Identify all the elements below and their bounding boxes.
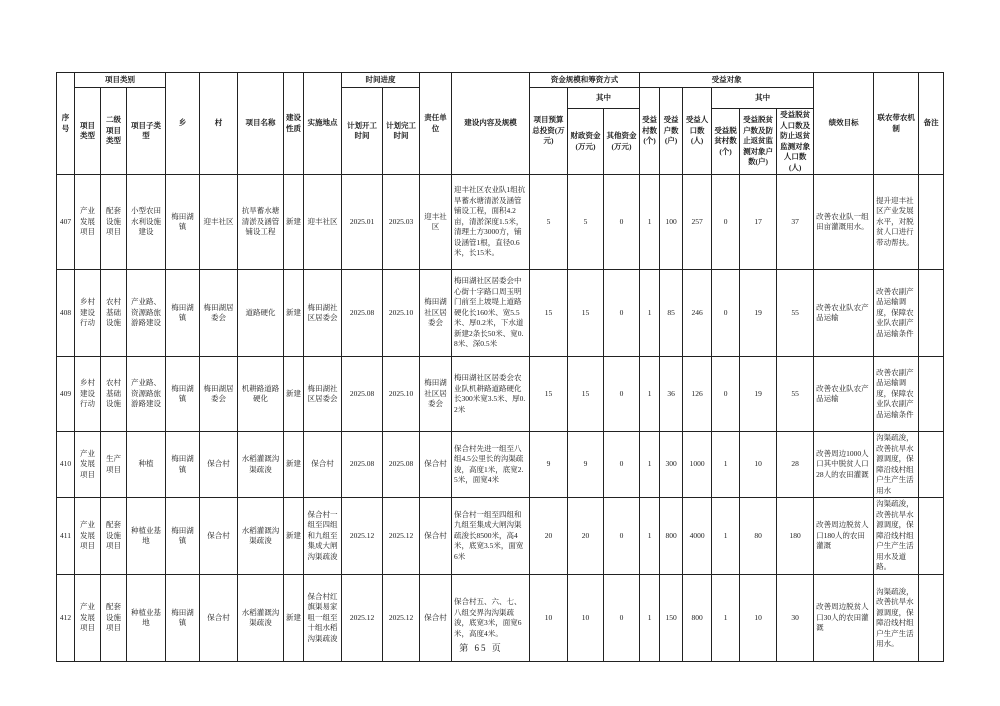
table-cell: 410 (57, 432, 75, 498)
table-cell: 800 (660, 498, 683, 575)
table-cell: 梅田湖居委会 (200, 357, 238, 432)
table-cell: 改善农副产品运输调度，保障农业队农副产品运输条件 (874, 357, 919, 432)
col-header-serial: 序号 (57, 73, 75, 175)
table-header (57, 73, 944, 175)
table-cell: 迎丰社区 (200, 175, 238, 270)
table-cell: 保合村 (420, 432, 452, 498)
table-cell: 产业发展项目 (75, 575, 101, 662)
table-cell: 保合村 (200, 575, 238, 662)
table-cell (919, 575, 944, 662)
table-cell: 85 (660, 270, 683, 357)
table-cell: 2025.12 (383, 498, 420, 575)
col-header-planned-finish: 计划完工时间 (383, 88, 420, 175)
table-cell: 梅田湖社区居委会 (304, 270, 342, 357)
table-cell: 19 (740, 357, 777, 432)
table-cell: 新建 (284, 575, 304, 662)
table-cell: 迎丰社区 (420, 175, 452, 270)
col-header-performance-goal: 绩效目标 (814, 73, 874, 175)
col-header-category-group: 项目类别 (75, 73, 166, 88)
table-cell: 产业路、资源路旅游路建设 (127, 270, 166, 357)
table-cell: 1 (640, 175, 660, 270)
col-header-benefit-households: 受益户数(户) (660, 88, 683, 175)
table-cell: 20 (530, 498, 568, 575)
table-cell (919, 357, 944, 432)
table-cell: 1 (640, 432, 660, 498)
table-cell: 种植业基地 (127, 498, 166, 575)
table-cell: 1000 (683, 432, 712, 498)
table-cell: 生产项目 (101, 432, 127, 498)
col-header-project-name: 项目名称 (238, 73, 284, 175)
table-cell: 保合村 (420, 575, 452, 662)
table-cell: 0 (604, 270, 640, 357)
table-cell: 1 (712, 432, 740, 498)
table-cell: 257 (683, 175, 712, 270)
table-cell: 迎丰社区 (304, 175, 342, 270)
table-cell: 55 (777, 357, 814, 432)
table-cell: 408 (57, 270, 75, 357)
table-cell: 2025.08 (342, 432, 383, 498)
table-cell: 新建 (284, 498, 304, 575)
table-cell: 配套设施项目 (101, 498, 127, 575)
col-header-other-funds: 其他资金(万元) (604, 109, 640, 175)
table-cell: 保合村一组至四组和九组至集成大闸沟渠疏浚 (304, 498, 342, 575)
col-header-funding-subgroup: 其中 (568, 88, 640, 109)
table-cell: 10 (568, 575, 604, 662)
table-cell: 0 (604, 498, 640, 575)
table-cell: 15 (568, 357, 604, 432)
table-cell: 15 (530, 270, 568, 357)
table-cell: 保合村 (200, 432, 238, 498)
table-cell (919, 175, 944, 270)
table-cell: 新建 (284, 270, 304, 357)
col-header-planned-start: 计划开工时间 (342, 88, 383, 175)
table-cell: 沟渠疏浚，改善抗旱水源调度，保障沿线村组户生产生活用水。 (874, 575, 919, 662)
table-cell: 水稻灌溉沟渠疏浚 (238, 575, 284, 662)
table-cell: 5 (530, 175, 568, 270)
table-cell: 机耕路道路硬化 (238, 357, 284, 432)
table-body (57, 175, 944, 662)
table-cell: 2025.08 (342, 270, 383, 357)
table-cell: 新建 (284, 357, 304, 432)
table-cell: 改善农业队农产品运输 (814, 270, 874, 357)
table-cell: 20 (568, 498, 604, 575)
table-cell: 乡村建设行动 (75, 270, 101, 357)
project-table (56, 72, 944, 662)
table-cell: 100 (660, 175, 683, 270)
table-cell: 4000 (683, 498, 712, 575)
table-cell: 300 (660, 432, 683, 498)
col-header-schedule-group: 时间进度 (342, 73, 420, 88)
table-cell: 梅田湖镇 (166, 357, 200, 432)
table-cell: 种植业基地 (127, 575, 166, 662)
table-cell: 1 (640, 357, 660, 432)
table-cell: 412 (57, 575, 75, 662)
table-cell: 55 (777, 270, 814, 357)
table-cell: 沟渠疏浚，改善抗旱水源调度，保障沿线村组户生产生活用水及道路。 (874, 498, 919, 575)
table-cell: 新建 (284, 432, 304, 498)
table-cell (919, 432, 944, 498)
table-cell: 梅田湖镇 (166, 498, 200, 575)
table-cell: 种植 (127, 432, 166, 498)
table-cell: 道路硬化 (238, 270, 284, 357)
table-cell: 改善周边1000人口其中脱贫人口28人的农田灌溉 (814, 432, 874, 498)
table-cell: 改善农业队农产品运输 (814, 357, 874, 432)
table-cell: 37 (777, 175, 814, 270)
table-cell: 配套设施项目 (101, 575, 127, 662)
table-cell: 10 (740, 432, 777, 498)
table-cell: 2025.10 (383, 357, 420, 432)
table-cell: 0 (712, 357, 740, 432)
col-header-beneficiary-group: 受益对象 (640, 73, 814, 88)
table-cell: 10 (530, 575, 568, 662)
col-header-funding-group: 资金规模和筹资方式 (530, 73, 640, 88)
table-cell: 28 (777, 432, 814, 498)
table-cell: 9 (568, 432, 604, 498)
table-cell: 407 (57, 175, 75, 270)
table-cell: 150 (660, 575, 683, 662)
table-cell: 梅田湖镇 (166, 575, 200, 662)
table-cell: 0 (712, 270, 740, 357)
table-cell: 保合村五、六、七、八组交界沟沟渠疏浚，底宽3米，面宽6米，高度4米。 (452, 575, 530, 662)
table-cell: 梅田湖社区居委会中心街十字路口周玉明门前至上坡堤上道路硬化长160米、宽5.5米、厚0.2米，下水道新建2条长50米、宽0.8米、深0.5米 (452, 270, 530, 357)
table-cell: 产业发展项目 (75, 498, 101, 575)
table-cell: 411 (57, 498, 75, 575)
col-header-beneficiary-subgroup: 其中 (712, 88, 814, 109)
table-cell: 1 (640, 498, 660, 575)
table-cell: 1 (640, 575, 660, 662)
table-cell: 迎丰社区农业队1组抗旱蓄水塘清淤及涵管铺设工程，面积4.2亩，清淤深度1.5米，清理土方3000方，铺设涵管1根，直径0.6米，长15米。 (452, 175, 530, 270)
table-cell: 农村基础设施 (101, 270, 127, 357)
table-cell: 保合村 (420, 498, 452, 575)
col-header-fiscal-funds: 财政资金(万元) (568, 109, 604, 175)
table-cell: 保合村 (200, 498, 238, 575)
table-cell: 改善周边脱贫人口180人的农田灌溉 (814, 498, 874, 575)
table-cell: 180 (777, 498, 814, 575)
table-cell: 0 (604, 432, 640, 498)
table-cell: 15 (568, 270, 604, 357)
col-header-remarks: 备注 (919, 73, 944, 175)
table-cell: 1 (712, 498, 740, 575)
col-header-poverty-households: 受益脱贫户数及防止返贫监测对象户数(户) (740, 109, 777, 175)
col-header-subtype: 项目子类型 (127, 88, 166, 175)
header-row-1 (57, 73, 944, 88)
table-cell: 800 (683, 575, 712, 662)
table-cell: 2025.12 (383, 575, 420, 662)
table-cell: 409 (57, 357, 75, 432)
table-cell: 沟渠疏浚，改善抗旱水源调度，保障沿线村组户生产生活用水 (874, 432, 919, 498)
col-header-benefit-villages: 受益村数(个) (640, 88, 660, 175)
col-header-benefit-population: 受益人口数(人) (683, 88, 712, 175)
col-header-construction-nature: 建设性质 (284, 73, 304, 175)
table-cell: 36 (660, 357, 683, 432)
col-header-poverty-villages: 受益脱贫村数(个) (712, 109, 740, 175)
table-row (57, 357, 944, 432)
col-header-village: 村 (200, 73, 238, 175)
table-cell: 0 (712, 175, 740, 270)
table-cell: 19 (740, 270, 777, 357)
table-cell: 126 (683, 357, 712, 432)
table-cell: 15 (530, 357, 568, 432)
table-cell: 1 (640, 270, 660, 357)
table-cell (919, 498, 944, 575)
table-cell: 10 (740, 575, 777, 662)
table-cell: 0 (604, 175, 640, 270)
table-cell: 30 (777, 575, 814, 662)
table-cell: 保合村先进一组至八组4.5公里长的沟渠疏浚，高度1米，底宽2.5米，面宽4米 (452, 432, 530, 498)
table-cell: 梅田湖社区居委会 (420, 357, 452, 432)
col-header-poverty-population: 受益脱贫人口数及防止返贫监测对象人口数(人) (777, 109, 814, 175)
table-cell: 梅田湖社区居委会 (420, 270, 452, 357)
table-cell: 产业发展项目 (75, 175, 101, 270)
table-cell: 梅田湖社区居委会 (304, 357, 342, 432)
table-cell: 17 (740, 175, 777, 270)
table-cell: 2025.12 (342, 498, 383, 575)
table-cell: 梅田湖镇 (166, 432, 200, 498)
table-cell: 5 (568, 175, 604, 270)
table-cell: 抗旱蓄水塘清淤及涵管铺设工程 (238, 175, 284, 270)
table-cell: 农村基础设施 (101, 357, 127, 432)
table-cell: 1 (712, 575, 740, 662)
table-cell: 小型农田水利设施建设 (127, 175, 166, 270)
table-cell: 2025.03 (383, 175, 420, 270)
table-row (57, 175, 944, 270)
col-header-responsible-unit: 责任单位 (420, 73, 452, 175)
table-cell: 改善农副产品运输调度，保障农业队农副产品运输条件 (874, 270, 919, 357)
page-number: 第 65 页 (459, 643, 503, 653)
table-cell: 246 (683, 270, 712, 357)
table-cell: 梅田湖居委会 (200, 270, 238, 357)
table-cell: 乡村建设行动 (75, 357, 101, 432)
col-header-project-type: 项目类型 (75, 88, 101, 175)
table-cell: 产业发展项目 (75, 432, 101, 498)
table-cell: 改善农业队一组田亩灌溉用水。 (814, 175, 874, 270)
table-cell: 0 (604, 575, 640, 662)
col-header-farmer-linkage: 联农带农机制 (874, 73, 919, 175)
table-cell: 新建 (284, 175, 304, 270)
table-cell: 配套设施项目 (101, 175, 127, 270)
table-row (57, 498, 944, 575)
col-header-township: 乡 (166, 73, 200, 175)
table-cell: 水稻灌溉沟渠疏浚 (238, 432, 284, 498)
table-cell: 2025.08 (342, 357, 383, 432)
table-cell: 产业路、资源路旅游路建设 (127, 357, 166, 432)
table-row (57, 432, 944, 498)
col-header-secondary-type: 二级项目类型 (101, 88, 127, 175)
table-cell: 提升迎丰社区产业发展水平，对脱贫人口进行带动帮扶。 (874, 175, 919, 270)
table-cell: 梅田湖社区居委会农业队机耕路道路硬化长300米宽3.5米、厚0.2米 (452, 357, 530, 432)
table-cell (919, 270, 944, 357)
table-cell: 80 (740, 498, 777, 575)
table-cell: 2025.10 (383, 270, 420, 357)
table-cell: 2025.08 (383, 432, 420, 498)
table-cell: 保合村一组至四组和九组至集成大闸沟渠疏浚长8500米，高4米，底宽3.5米，面宽6米 (452, 498, 530, 575)
table-row (57, 270, 944, 357)
table-cell: 改善周边脱贫人口30人的农田灌溉 (814, 575, 874, 662)
table-cell: 保合村 (304, 432, 342, 498)
col-header-total-budget: 项目预算总投资(万元) (530, 88, 568, 175)
table-cell: 0 (604, 357, 640, 432)
table-cell: 水稻灌溉沟渠疏浚 (238, 498, 284, 575)
table-cell: 保合村红旗渠易家咀一组至十组水稻沟渠疏浚 (304, 575, 342, 662)
table-cell: 9 (530, 432, 568, 498)
col-header-implementation-site: 实施地点 (304, 73, 342, 175)
col-header-construction-content: 建设内容及规模 (452, 73, 530, 175)
table-cell: 2025.12 (342, 575, 383, 662)
table-cell: 2025.01 (342, 175, 383, 270)
table-cell: 梅田湖镇 (166, 270, 200, 357)
table-cell: 梅田湖镇 (166, 175, 200, 270)
